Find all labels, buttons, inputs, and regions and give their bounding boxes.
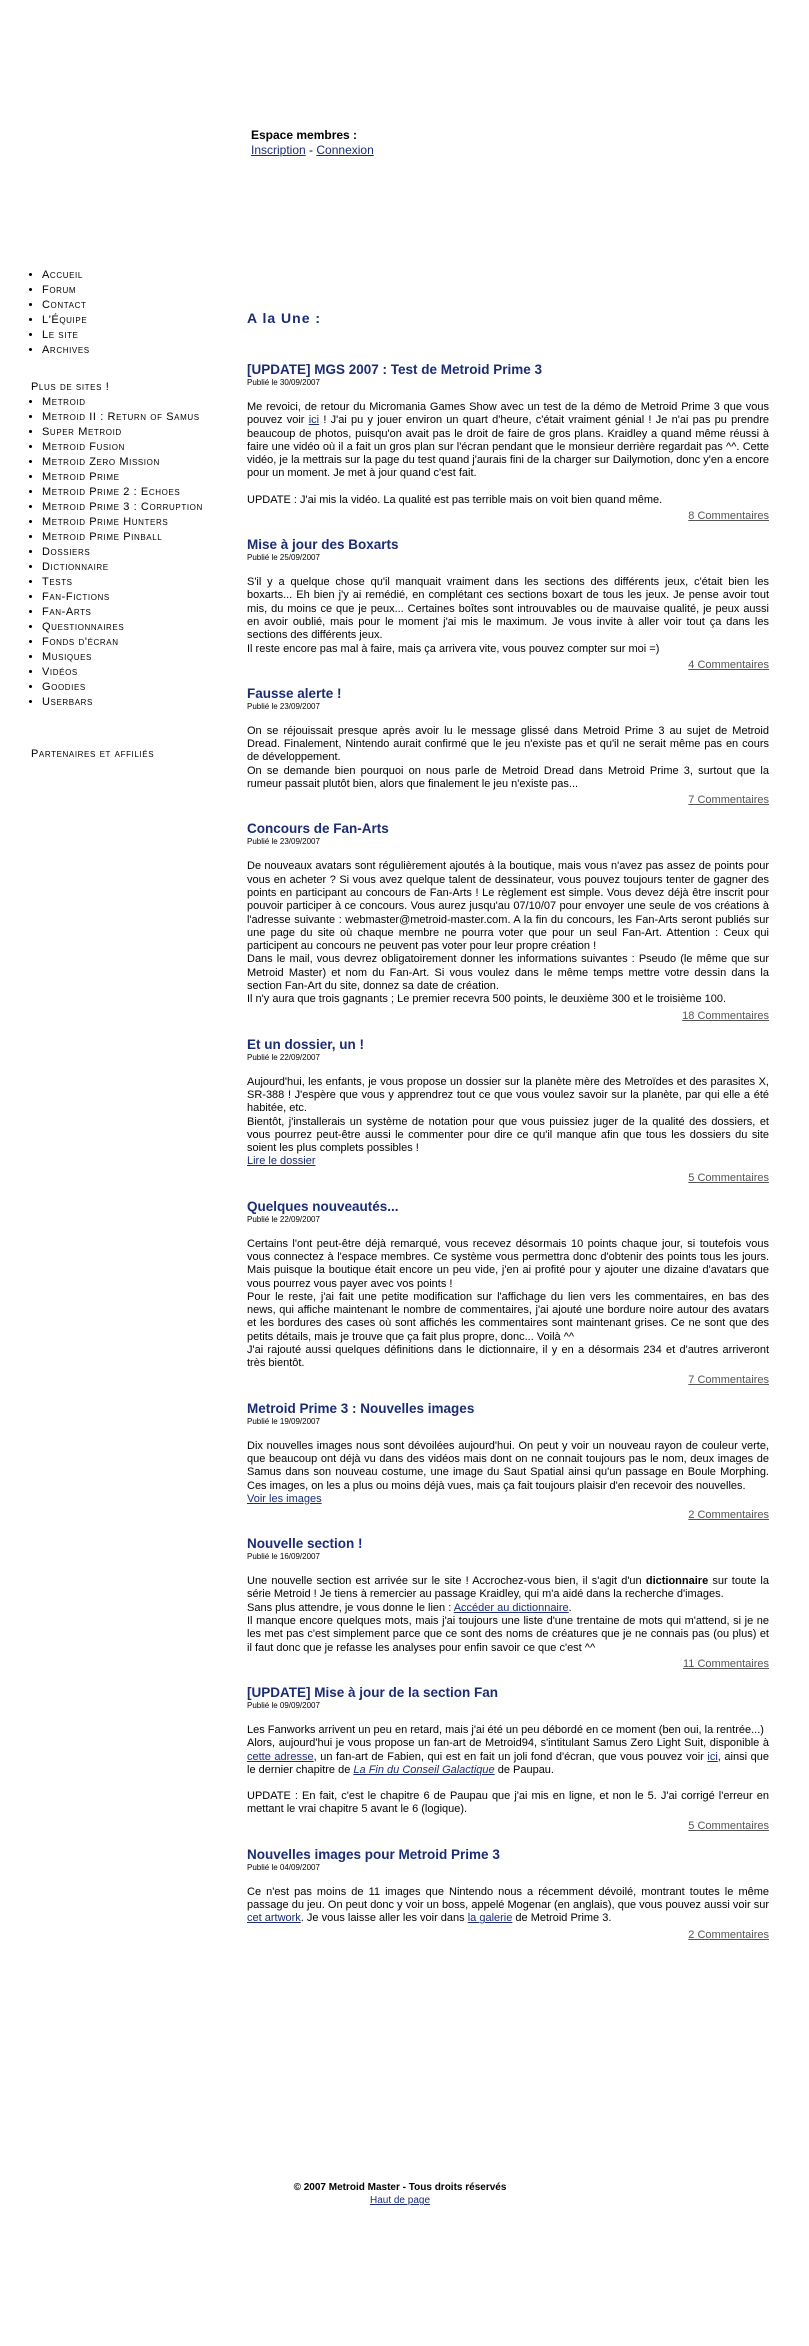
article-body: Dix nouvelles images nous sont dévoilées aujourd'hui. On peut y voir un nouveau rayon de couleur verte, que beaucoup ont déjà vu dans des vidéos mais dont on ne connait toujours pas le nom, deux images de Samus dans son nouveau costume, une image du Saut Spatial ainsi qu'un passage en Boule Morphing. Ces images, on les a plus ou moins déjà vues, mais ça fait toujours plaisir d'en recevoir des nouvelles. Voir les images bbox=[247, 1439, 769, 1505]
nav-item-forum[interactable]: • Forum bbox=[42, 283, 226, 298]
comments-link[interactable]: 7 Commentaires bbox=[688, 1373, 769, 1386]
comments-link-row bbox=[247, 658, 769, 672]
nav-item-music[interactable]: • Musiques bbox=[42, 650, 226, 665]
article-title: Fausse alerte ! bbox=[247, 685, 342, 701]
article-title: Quelques nouveautés... bbox=[247, 1198, 399, 1214]
member-separator: - bbox=[305, 143, 317, 157]
nav-item-archives[interactable]: • Archives bbox=[42, 343, 226, 358]
view-images-link[interactable]: Voir les images bbox=[247, 1492, 322, 1505]
nav-item-contact[interactable]: • Contact bbox=[42, 298, 226, 313]
article-date: Publié le 25/09/2007 bbox=[247, 553, 320, 563]
article-date: Publié le 19/09/2007 bbox=[247, 1416, 320, 1426]
gallery-link[interactable]: la galerie bbox=[467, 1912, 513, 1925]
partners-heading: Partenaires et affiliés bbox=[31, 748, 155, 760]
comments-link[interactable]: 2 Commentaires bbox=[688, 1509, 769, 1522]
comments-link-row bbox=[247, 1928, 769, 1942]
article-date: Publié le 23/09/2007 bbox=[247, 837, 320, 847]
news-article bbox=[247, 1401, 769, 1522]
dossiers-nav-list bbox=[26, 545, 226, 635]
comments-link-row bbox=[247, 1373, 769, 1387]
comments-link[interactable]: 5 Commentaires bbox=[688, 1819, 769, 1832]
article-title: Metroid Prime 3 : Nouvelles images bbox=[247, 1400, 475, 1416]
article-body: Aujourd'hui, les enfants, je vous propose un dossier sur la planète mère des Metroïdes et des parasites X, SR-388 ! J'espère que vous y apprendrez tout ce que vous voulez savoir sur la planète, par qui elle a été habitée, etc. Bientôt, j'installerais un système de notation pour que vous puissiez juger de la qualité des dossiers, et vous pourrez peut-être aussi le commenter pour dire ce qu'il manque afin que tous les dossiers du site soient les plus complets possibles ! Lire le dossier bbox=[247, 1075, 769, 1168]
comments-link[interactable]: 18 Commentaires bbox=[682, 1009, 769, 1022]
main-content bbox=[247, 310, 769, 1956]
nav-item-metroid-fusion[interactable]: • Metroid Fusion bbox=[42, 440, 226, 455]
article-date: Publié le 16/09/2007 bbox=[247, 1552, 320, 1562]
comments-link-row bbox=[247, 793, 769, 807]
article-date: Publié le 09/09/2007 bbox=[247, 1700, 320, 1710]
comments-link[interactable]: 2 Commentaires bbox=[688, 1928, 769, 1941]
article-date: Publié le 30/09/2007 bbox=[247, 378, 320, 387]
main-nav-list bbox=[26, 268, 226, 358]
footer bbox=[247, 2181, 553, 2207]
article-title: Mise à jour des Boxarts bbox=[247, 537, 399, 553]
nav-item-prime-2[interactable]: • Metroid Prime 2 : Echoes bbox=[42, 485, 226, 500]
news-article bbox=[247, 1199, 769, 1387]
news-article bbox=[247, 1847, 769, 1942]
nav-item-team[interactable]: • L'Équipe bbox=[42, 313, 226, 328]
article-date: Publié le 23/09/2007 bbox=[247, 701, 320, 711]
nav-item-prime[interactable]: • Metroid Prime bbox=[42, 470, 226, 485]
comments-link-row bbox=[247, 1657, 769, 1671]
nav-item-wallpapers[interactable]: • Fonds d'écran bbox=[42, 635, 226, 650]
news-article bbox=[247, 1037, 769, 1185]
nav-item-site[interactable]: • Le site bbox=[42, 328, 226, 343]
article-body: On se réjouissait presque après avoir lu le message glissé dans Metroid Prime 3 au sujet de Metroid Dread. Finalement, Nintendo aurait confirmé que le jeu n'existe pas et qu'il ne serait même pas en cours de développement. On se demande bien pourquoi on nous parle de Metroid Dread dans Metroid Prime 3, surtout que la rumeur passait plutôt bien, alors que finalement le jeu n'existe pas... bbox=[247, 724, 769, 791]
member-links bbox=[251, 143, 374, 158]
nav-item-fan-arts[interactable]: • Fan-Arts bbox=[42, 605, 226, 620]
nav-item-metroid-2[interactable]: • Metroid II : Return of Samus bbox=[42, 410, 226, 425]
headline-heading: A la Une : bbox=[247, 310, 322, 326]
back-to-top-link[interactable]: Haut de page bbox=[369, 2195, 431, 2206]
nav-item-fan-fictions[interactable]: • Fan-Fictions bbox=[42, 590, 226, 605]
artwork-link[interactable]: cet artwork bbox=[247, 1912, 301, 1925]
article-title: Et un dossier, un ! bbox=[247, 1036, 365, 1052]
article-body: S'il y a quelque chose qu'il manquait vraiment dans les sections des différents jeux, c'était bien les boxarts... Eh bien j'y ai remédié, en complétant ces sections boxart de tous les jeux. Je pense avoir tout mis, du moins ce que je peux... Certaines boîtes sont introuvables ou de mauvaise qualité, je peux aussi en avoir oublié, mais pour le moment j'ai mis le maximum. Je vous invite à aller voir tout ça dans les sections des différents jeux. Il reste encore pas mal à faire, mais ça arrivera vite, vous pouvez compter sur moi =) bbox=[247, 576, 769, 655]
article-body: De nouveaux avatars sont régulièrement ajoutés à la boutique, mais vous n'avez pas assez de points pour vous en acheter ? Si vous avez quelque talent de dessinateur, vous pouvez toujours tenter de gagner des points en participant au concours de Fan-Arts ! Le règlement est simple. Vous devez déjà être inscrit pour pouvoir participer à ce concours. Vous aurez jusqu'au 07/10/07 pour envoyer une seule de vos créations à l'adresse suivante : webmaster@metroid-master.com. A la fin du concours, les Fan-Arts seront publiés sur une page du site où chaque membre ne pourra voter que pour un seul Fan-Art. Attention : Ceux qui participent au concours ne peuvent pas voter pour leur propre création ! Dans le mail, vous devrez obligatoirement donner les informations suivantes : Pseudo (le même que sur Metroid Master) et nom du Fan-Art. Si vous voulez dans le même temps mettre votre dessin dans la section Fan-Art du site, donnez sa date de création. Il n'y aura que trois gagnants ; Le premier recevra 500 points, le deuxième 300 et le troisième 100. bbox=[247, 860, 769, 1006]
article-title: [UPDATE] MGS 2007 : Test de Metroid Prime 3 bbox=[247, 362, 543, 377]
comments-link-row bbox=[247, 1508, 769, 1522]
article-body: Ce n'est pas moins de 11 images que Nintendo nous a récemment dévoilé, montrant toutes le même passage du jeu. On peut donc y voir un boss, appelé Mogenar (en anglais), que vous pouvez aussi voir sur cet artwork. Je vous laisse aller les voir dans la galerie de Metroid Prime 3. bbox=[247, 1885, 769, 1925]
register-link[interactable]: Inscription bbox=[251, 143, 306, 157]
nav-item-prime-pinball[interactable]: • Metroid Prime Pinball bbox=[42, 530, 226, 545]
nav-item-tests[interactable]: • Tests bbox=[42, 575, 226, 590]
article-date: Publié le 04/09/2007 bbox=[247, 1862, 320, 1872]
member-area-title: Espace membres : bbox=[251, 128, 358, 142]
nav-item-userbars[interactable]: • Userbars bbox=[42, 695, 226, 710]
news-article bbox=[247, 362, 769, 523]
fan-fiction-link[interactable]: La Fin du Conseil Galactique bbox=[353, 1763, 495, 1776]
nav-item-metroid[interactable]: • Metroid bbox=[42, 395, 226, 410]
comments-link[interactable]: 4 Commentaires bbox=[688, 658, 769, 671]
news-article bbox=[247, 1685, 769, 1833]
read-dossier-link[interactable]: Lire le dossier bbox=[247, 1155, 316, 1168]
nav-item-super-metroid[interactable]: • Super Metroid bbox=[42, 425, 226, 440]
article-body: Les Fanworks arrivent un peu en retard, mais j'ai été un peu débordé en ce moment (ben oui, la rentrée...) Alors, aujourd'hui je vous propose un fan-art de Metroid94, s'intitulant Samus Zero Light Suit, disponible à cette adresse, un fan-art de Fabien, qui est en fait un joli fond d'écran, que vous pouvez voir ici, ainsi que le dernier chapitre de La Fin du Conseil Galactique de Paupau. UPDATE : En fait, c'est le chapitre 6 de Paupau que j'ai mis en ligne, et non le 5. J'ai corrigé l'erreur en mettant le vrai chapitre 5 avant le 6 (logique). bbox=[247, 1723, 769, 1816]
fan-art-link[interactable]: cette adresse bbox=[247, 1750, 314, 1763]
article-body: Une nouvelle section est arrivée sur le site ! Accrochez-vous bien, il s'agit d'un dictionnaire sur toute la série Metroid ! Je tiens à remercier au passage Kraidley, qui m'a aidé dans la recherche d'images. Sans plus attendre, je vous donne le lien : Accéder au dictionnaire. Il manque encore quelques mots, mais j'ai toujours une liste d'une trentaine de mots qui m'attend, si je ne les met pas c'est simplement parce que ce sont des noms de créatures que je ne connais pas (ou plus) et il faut donc que je refasse les analyses pour enfin savoir ce que c'est ^^ bbox=[247, 1575, 769, 1654]
article-date: Publié le 22/09/2007 bbox=[247, 1052, 320, 1062]
comments-link-row bbox=[247, 1171, 769, 1185]
nav-item-goodies[interactable]: • Goodies bbox=[42, 680, 226, 695]
news-article bbox=[247, 1536, 769, 1671]
comments-link-row bbox=[247, 1819, 769, 1833]
nav-item-dictionary[interactable]: • Dictionnaire bbox=[42, 560, 226, 575]
comments-link-row bbox=[247, 509, 769, 523]
login-link[interactable]: Connexion bbox=[316, 143, 374, 157]
comments-link[interactable]: 8 Commentaires bbox=[688, 510, 769, 523]
nav-item-questionnaires[interactable]: • Questionnaires bbox=[42, 620, 226, 635]
wallpaper-link[interactable]: ici bbox=[707, 1750, 718, 1763]
member-area bbox=[251, 128, 374, 158]
nav-item-prime-3[interactable]: • Metroid Prime 3 : Corruption bbox=[42, 500, 226, 515]
games-nav-list bbox=[26, 395, 226, 545]
comments-link[interactable]: 5 Commentaires bbox=[688, 1171, 769, 1184]
more-sites-heading: Plus de sites ! bbox=[31, 381, 110, 393]
comments-link-row bbox=[247, 1009, 769, 1023]
nav-item-prime-hunters[interactable]: • Metroid Prime Hunters bbox=[42, 515, 226, 530]
nav-item-zero-mission[interactable]: • Metroid Zero Mission bbox=[42, 455, 226, 470]
article-title: Nouvelles images pour Metroid Prime 3 bbox=[247, 1846, 500, 1862]
article-title: [UPDATE] Mise à jour de la section Fan bbox=[247, 1684, 499, 1700]
copyright-text: © 2007 Metroid Master - Tous droits réservés bbox=[293, 2182, 507, 2193]
article-inline-link[interactable]: ici bbox=[308, 414, 320, 427]
article-title: Nouvelle section ! bbox=[247, 1536, 363, 1552]
nav-item-videos[interactable]: • Vidéos bbox=[42, 665, 226, 680]
news-article bbox=[247, 821, 769, 1022]
article-title: Concours de Fan-Arts bbox=[247, 821, 389, 837]
sidebar bbox=[26, 268, 226, 762]
news-article bbox=[247, 537, 769, 672]
comments-link[interactable]: 11 Commentaires bbox=[683, 1657, 769, 1670]
dictionary-link[interactable]: Accéder au dictionnaire bbox=[453, 1601, 569, 1614]
article-body: Certains l'ont peut-être déjà remarqué, vous recevez désormais 10 points chaque jour, si toutefois vous vous connectez à l'espace membres. Ce système vous permettra donc d'obtenir des points tous les jours. Mais puisque la boutique était encore un peu vide, j'en ai profité pour y ajouter une dizaine d'avatars que vous pourrez vous payer avec vos points ! Pour le reste, j'ai fait une petite modification sur l'affichage du lien vers les commentaires, en bas des news, qui affiche maintenant le nombre de commentaires, j'ai ajouté une bordure noire autour des avatars et les bordures des cases où sont affichés les commentaires sont maintenant grises. Ce ne sont que des petits détails, mais je trouve que ça fait plus propre, donc... Voilà ^^ J'ai rajouté aussi quelques définitions dans le dictionnaire, il y en a désormais 234 et d'autres arriveront très bientôt. bbox=[247, 1237, 769, 1370]
nav-item-dossiers[interactable]: • Dossiers bbox=[42, 545, 226, 560]
article-body: Me revoici, de retour du Micromania Games Show avec un test de la démo de Metroid Prime 3 que vous pouvez voir ici ! J'ai pu y jouer environ un quart d'heure, c'était vraiment génial ! Je n'ai pas pu prendre beaucoup de photos, puisqu'on avait pas le droit de faire de gros plans. Kraidley a quand même réussi à faire une vidéo où il a fait un gros plan sur l'écran pendant que le monsieur derrière regardait pas ^^. Cette vidéo, je la mettrais sur la page du test quand j'aurais fini de la charger sur Dailymotion, donc y'en a encore pour un moment. Je met à jour quand c'est fait. UPDATE : J'ai mis la vidéo. La qualité est pas terrible mais on voit bien quand même. bbox=[247, 401, 770, 506]
nav-item-home[interactable]: • Accueil bbox=[42, 268, 226, 283]
article-date: Publié le 22/09/2007 bbox=[247, 1214, 320, 1224]
comments-link[interactable]: 7 Commentaires bbox=[688, 794, 769, 807]
news-article bbox=[247, 686, 769, 807]
media-nav-list bbox=[26, 635, 226, 710]
